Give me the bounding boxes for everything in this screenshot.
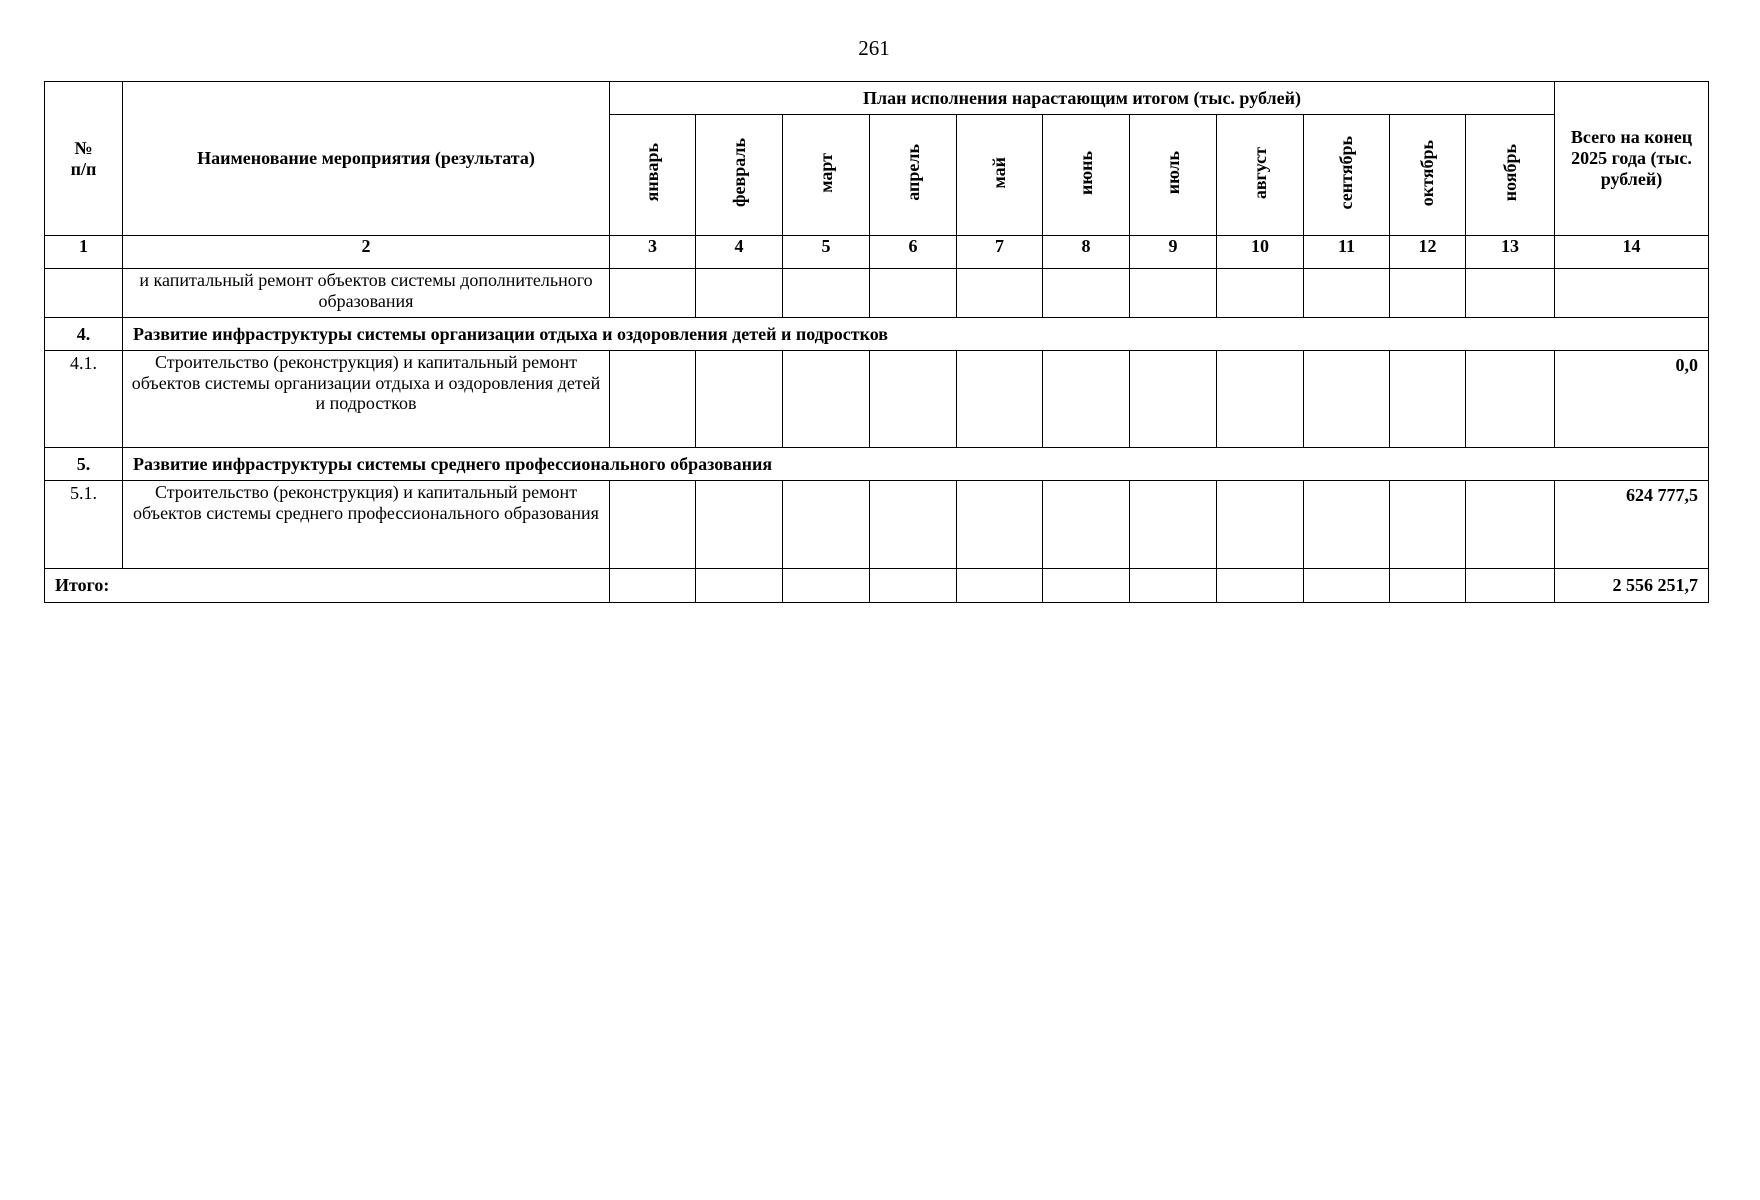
column-number: 14 bbox=[1555, 236, 1709, 269]
column-number: 5 bbox=[783, 236, 870, 269]
column-number: 10 bbox=[1217, 236, 1304, 269]
row-num: 4.1. bbox=[45, 351, 123, 448]
header-month: сентябрь bbox=[1304, 115, 1390, 236]
row-name: Строительство (реконструкция) и капитальный ремонт объектов системы среднего профессионального образования bbox=[123, 481, 610, 569]
header-month: октябрь bbox=[1390, 115, 1466, 236]
row-name: и капитальный ремонт объектов системы дополнительного образования bbox=[123, 269, 610, 318]
row-total: 0,0 bbox=[1555, 351, 1709, 448]
section-num: 5. bbox=[45, 448, 123, 481]
column-number: 6 bbox=[870, 236, 957, 269]
header-month: июль bbox=[1130, 115, 1217, 236]
header-total: Всего на конец 2025 года (тыс. рублей) bbox=[1555, 82, 1709, 236]
column-number-row bbox=[45, 236, 1709, 269]
header-month: январь bbox=[610, 115, 696, 236]
column-number: 8 bbox=[1043, 236, 1130, 269]
column-number: 1 bbox=[45, 236, 123, 269]
column-number: 12 bbox=[1390, 236, 1466, 269]
header-name: Наименование мероприятия (результата) bbox=[123, 82, 610, 236]
itogo-total: 2 556 251,7 bbox=[1555, 569, 1709, 603]
column-number: 11 bbox=[1304, 236, 1390, 269]
header-month: март bbox=[783, 115, 870, 236]
row-name: Строительство (реконструкция) и капитальный ремонт объектов системы организации отдыха и оздоровления детей и подростков bbox=[123, 351, 610, 448]
column-number: 13 bbox=[1466, 236, 1555, 269]
section-title: Развитие инфраструктуры системы организации отдыха и оздоровления детей и подростков bbox=[123, 318, 1709, 351]
row-num: 5.1. bbox=[45, 481, 123, 569]
header-month: февраль bbox=[696, 115, 783, 236]
column-number: 7 bbox=[957, 236, 1043, 269]
section-row-4 bbox=[45, 318, 1709, 351]
header-month: август bbox=[1217, 115, 1304, 236]
header-month: май bbox=[957, 115, 1043, 236]
page-number: 261 bbox=[858, 36, 890, 60]
itogo-row bbox=[45, 569, 1709, 603]
section-num: 4. bbox=[45, 318, 123, 351]
itogo-label: Итого: bbox=[45, 569, 610, 603]
section-title: Развитие инфраструктуры системы среднего профессионального образования bbox=[123, 448, 1709, 481]
row-total: 624 777,5 bbox=[1555, 481, 1709, 569]
column-number: 9 bbox=[1130, 236, 1217, 269]
header-num: № п/п bbox=[45, 82, 123, 236]
column-number: 2 bbox=[123, 236, 610, 269]
section-row-5 bbox=[45, 448, 1709, 481]
row-num bbox=[45, 269, 123, 318]
header-plan-group: План исполнения нарастающим итогом (тыс. рублей) bbox=[610, 82, 1555, 115]
table-row-continued bbox=[45, 269, 1709, 318]
table-row-5-1 bbox=[45, 481, 1709, 569]
row-total bbox=[1555, 269, 1709, 318]
column-number: 4 bbox=[696, 236, 783, 269]
column-number: 3 bbox=[610, 236, 696, 269]
header-month: апрель bbox=[870, 115, 957, 236]
header-month: июнь bbox=[1043, 115, 1130, 236]
header-row-1 bbox=[45, 82, 1709, 115]
plan-table bbox=[44, 81, 1709, 603]
table-row-4-1 bbox=[45, 351, 1709, 448]
header-month: ноябрь bbox=[1466, 115, 1555, 236]
